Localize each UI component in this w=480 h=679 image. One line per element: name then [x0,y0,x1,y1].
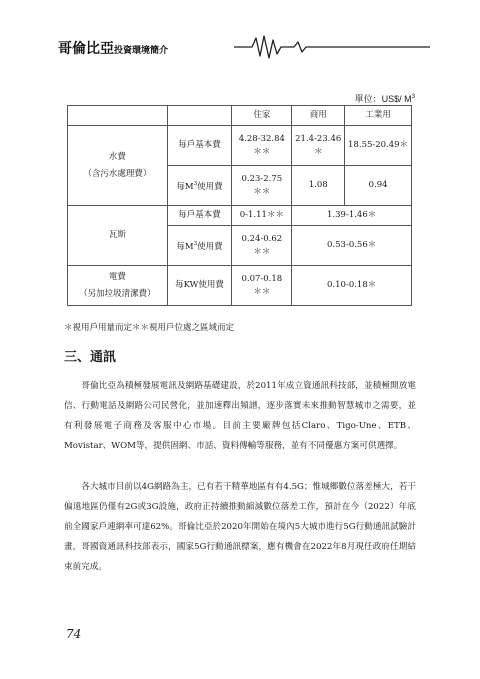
water-usage-fee-commercial: 1.08 [292,166,345,206]
water-basic-fee-label: 每戶基本費 [167,126,232,166]
gas-basic-fee-residential: 0-1.11＊＊ [232,206,292,226]
gas-usage-fee-commercial-industrial: 0.53-0.56＊ [292,226,412,266]
gas-usage-fee-residential: 0.24-0.62 ＊＊ [232,226,292,266]
row-label-gas: 瓦斯 [68,206,168,266]
row-label-water: 水費 （含污水處理費） [68,126,168,206]
running-header [58,36,430,58]
col-header-commercial: 商用 [292,106,345,126]
heartbeat-line-icon [234,32,430,62]
body-paragraph: 各大城市目前以4G網路為主，已有若干精華地區有有4.5G；惟城鄉數位落差極大，若干偏遠地區仍僅有2G或3G設施，政府正持續推動縮減數位落差工作，預計在今（2022）年底前全國家戶連網率可達62%。哥倫比亞於2020年開始在境內5大城市進行5G行動通訊試驗計畫，哥國資通訊科技部表示，國家5G行動通訊標案，應有機會在2022年8月現任政府任期結束前完成。 [64,482,416,572]
row-label-electricity: 電費 （另加垃圾清潔費） [68,266,168,306]
gas-usage-fee-label: 每$M^3$使用費 [167,226,232,266]
water-usage-fee-residential: 0.23-2.75 ＊＊ [232,166,292,206]
col-header-residential: 住家 [232,106,292,126]
page-number: 74 [66,627,82,641]
header-title-sub: 投資環境簡介 [114,46,169,56]
table-corner-cell [167,106,232,126]
table-row [68,126,412,166]
water-usage-fee-industrial: 0.94 [345,166,412,206]
header-title [58,38,168,58]
header-title-main: 哥倫比亞 [58,41,114,57]
gas-basic-fee-commercial-industrial: 1.39-1.46＊ [292,206,412,226]
table-corner-cell [68,106,168,126]
col-header-industrial: 工業用 [345,106,412,126]
gas-basic-fee-label: 每戶基本費 [167,206,232,226]
water-basic-fee-industrial: 18.55-20.49＊ [345,126,412,166]
table-header-row [68,106,412,126]
table-row [68,266,412,306]
water-basic-fee-commercial: 21.4-23.46＊ [292,126,345,166]
water-usage-fee-label: 每$M^3$使用費 [167,166,232,206]
body-paragraph: 哥倫比亞為積極發展電訊及網路基礎建設，於2011年成立資通訊科技部，並積極開放電信、行動電話及網路公司民營化，並加速釋出頻譜，逐步落實未來推動智慧城市之需要，並有利發展電子商務及客服中心市場。目前主要廠牌包括Claro、Tigo-Une、ETB、Movistar、WOM等，提供固網、市話、資料傳輸等服務，並有不同優惠方案可供選擇。 [64,381,416,451]
utility-rates-table [67,105,412,306]
table-row [68,206,412,226]
electricity-fee-label: 每KW使用費 [167,266,232,306]
section-heading: 三、通訊 [64,350,117,365]
table-footnote: ＊視用戶用量而定＊＊視用戶位處之區域而定 [64,323,235,333]
electricity-fee-residential: 0.07-0.18 ＊＊ [232,266,292,306]
unit-label: 單位：US$/ $M^3$ [354,94,415,104]
electricity-fee-commercial-industrial: 0.10-0.18＊ [292,266,412,306]
water-basic-fee-residential: 4.28-32.84 ＊＊ [232,126,292,166]
